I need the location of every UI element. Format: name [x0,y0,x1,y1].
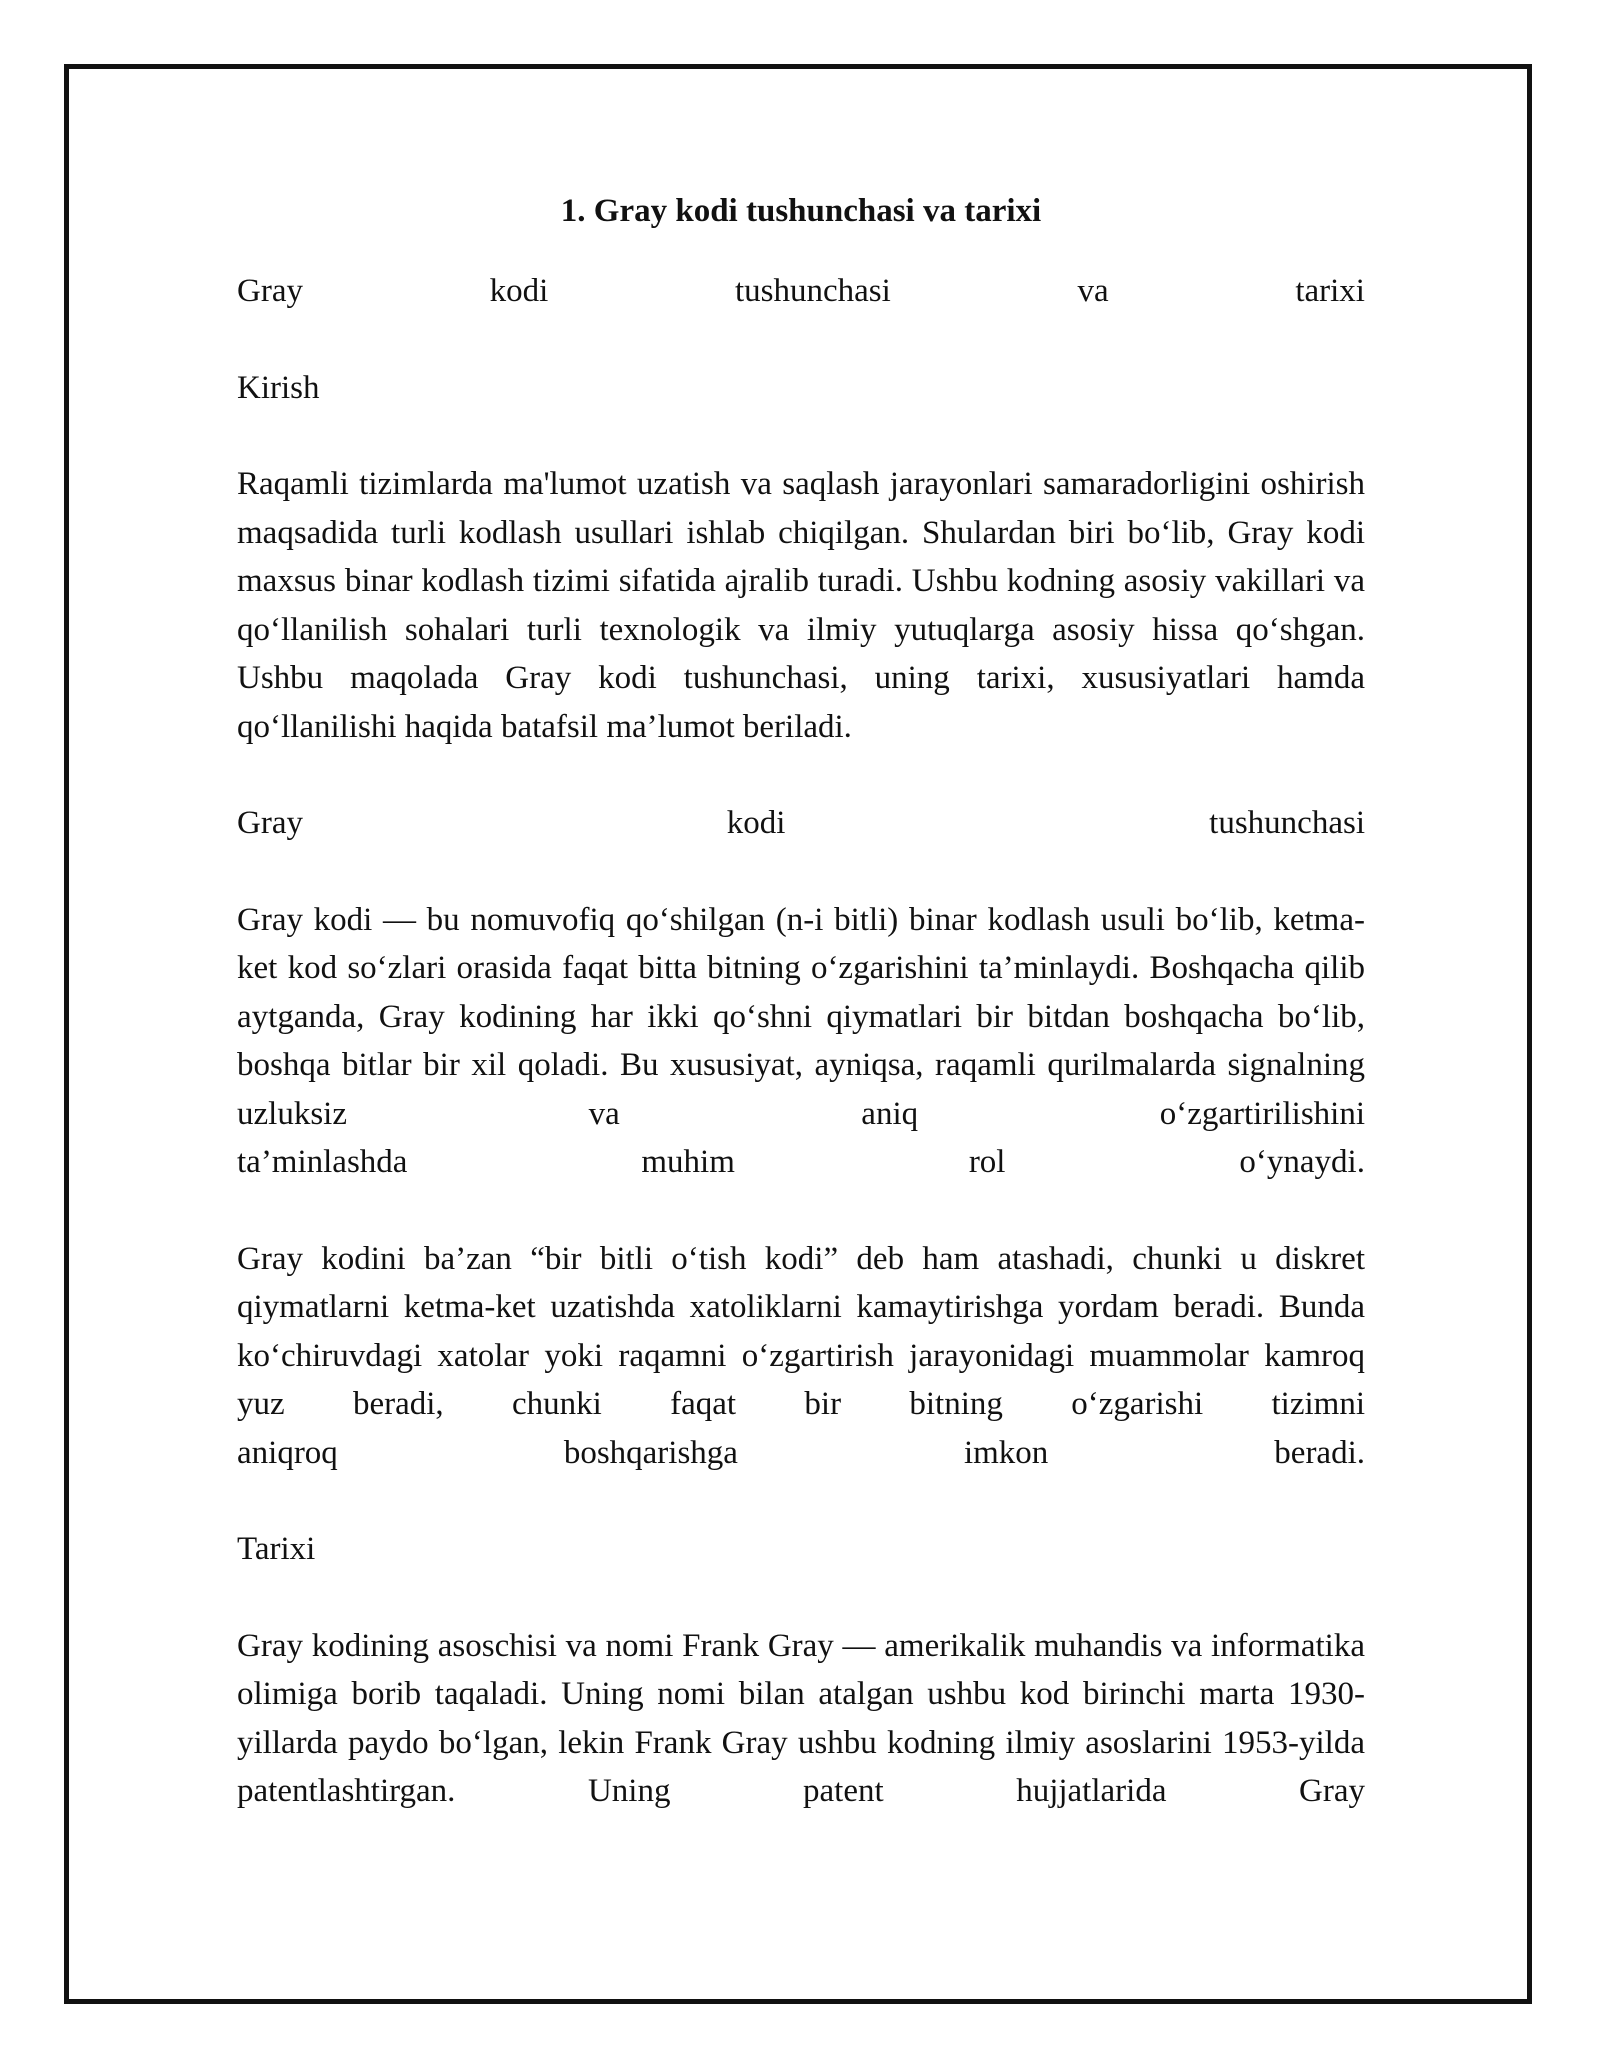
paragraph-word: rol [968,1144,1006,1180]
concept-paragraph-1-last-line [237,1138,1365,1187]
subtitle-word: tushunchasi [734,273,891,309]
paragraph-word: muhim [641,1144,735,1180]
paragraph-word: imkon [963,1434,1049,1471]
paragraph-word: aniqroq [237,1434,338,1471]
concept-heading-word: Gray [237,805,303,841]
concept-paragraph-2 [237,1235,1365,1478]
intro-heading: Kirish [237,369,320,406]
concept-heading [237,799,1365,848]
history-heading: Tarixi [237,1531,316,1567]
document-title: 1. Gray kodi tushunchasi va tarixi [560,193,1042,229]
paragraph-word: ta’minlashda [237,1144,408,1180]
concept-paragraph-1 [237,896,1365,1187]
subtitle-line [237,267,1365,316]
concept-paragraph-1-body: Gray kodi — bu nomuvofiq qo‘shilgan (n-i bitli) binar kodlash usuli bo‘lib, ketma-ket kod so‘zlari orasida faqat bitta bitning o‘zgarishini ta’minlaydi. Boshqacha qilib aytganda, Gray kodining har ikki qo‘shni qiymatlari bir bitdan boshqacha bo‘lib, boshqa bitlar bir xil qoladi. Bu xususiyat, ayniqsa, raqamli qurilmalarda signalning uzluksiz va aniq o‘zgartirilishini [237,901,1365,1132]
subtitle-word: kodi [489,273,549,309]
subtitle-word: tarixi [1295,273,1365,309]
concept-paragraph-2-last-line [237,1429,1365,1478]
history-paragraph: Gray kodining asoschisi va nomi Frank Gray — amerikalik muhandis va informatika olimiga borib taqaladi. Uning nomi bilan atalgan ushbu kod birinchi marta 1930-yillarda paydo bo‘lgan, lekin Frank Gray ushbu kodning ilmiy asoslarini 1953-yilda patentlashtirgan. Uning patent hujjatlarida Gray [237,1627,1365,1809]
document-body [237,185,1365,1816]
concept-paragraph-2-body: Gray kodini ba’zan “bir bitli o‘tish kodi” deb ham atashadi, chunki u diskret qiymatlarni ketma-ket uzatishda xatoliklarni kamaytirishga yordam beradi. Bunda ko‘chiruvdagi xatolar yoki raqamni o‘zgartirish jarayonidagi muammolar kamroq yuz beradi, chunki faqat bir bitning o‘zgarishi tizimni [237,1240,1365,1422]
paragraph-word: boshqarishga [563,1434,738,1471]
subtitle-word: va [1077,273,1109,309]
intro-paragraph: Raqamli tizimlarda ma'lumot uzatish va saqlash jarayonlari samaradorligini oshirish maqsadida turli kodlash usullari ishlab chiqilgan. Shulardan biri bo‘lib, Gray kodi maxsus binar kodlash tizimi sifatida ajralib turadi. Ushbu kodning asosiy vakillari va qo‘llanilish sohalari turli texnologik va ilmiy yutuqlarga asosiy hissa qo‘shgan. Ushbu maqolada Gray kodi tushunchasi, uning tarixi, xususiyatlari hamda qo‘llanilishi haqida batafsil ma’lumot beriladi. [237,466,1365,745]
paragraph-word: beradi. [1274,1434,1365,1471]
paragraph-word: o‘ynaydi. [1239,1144,1365,1180]
subtitle-word: Gray [237,273,303,309]
concept-heading-word: kodi [726,805,786,841]
concept-heading-word: tushunchasi [1209,805,1365,841]
